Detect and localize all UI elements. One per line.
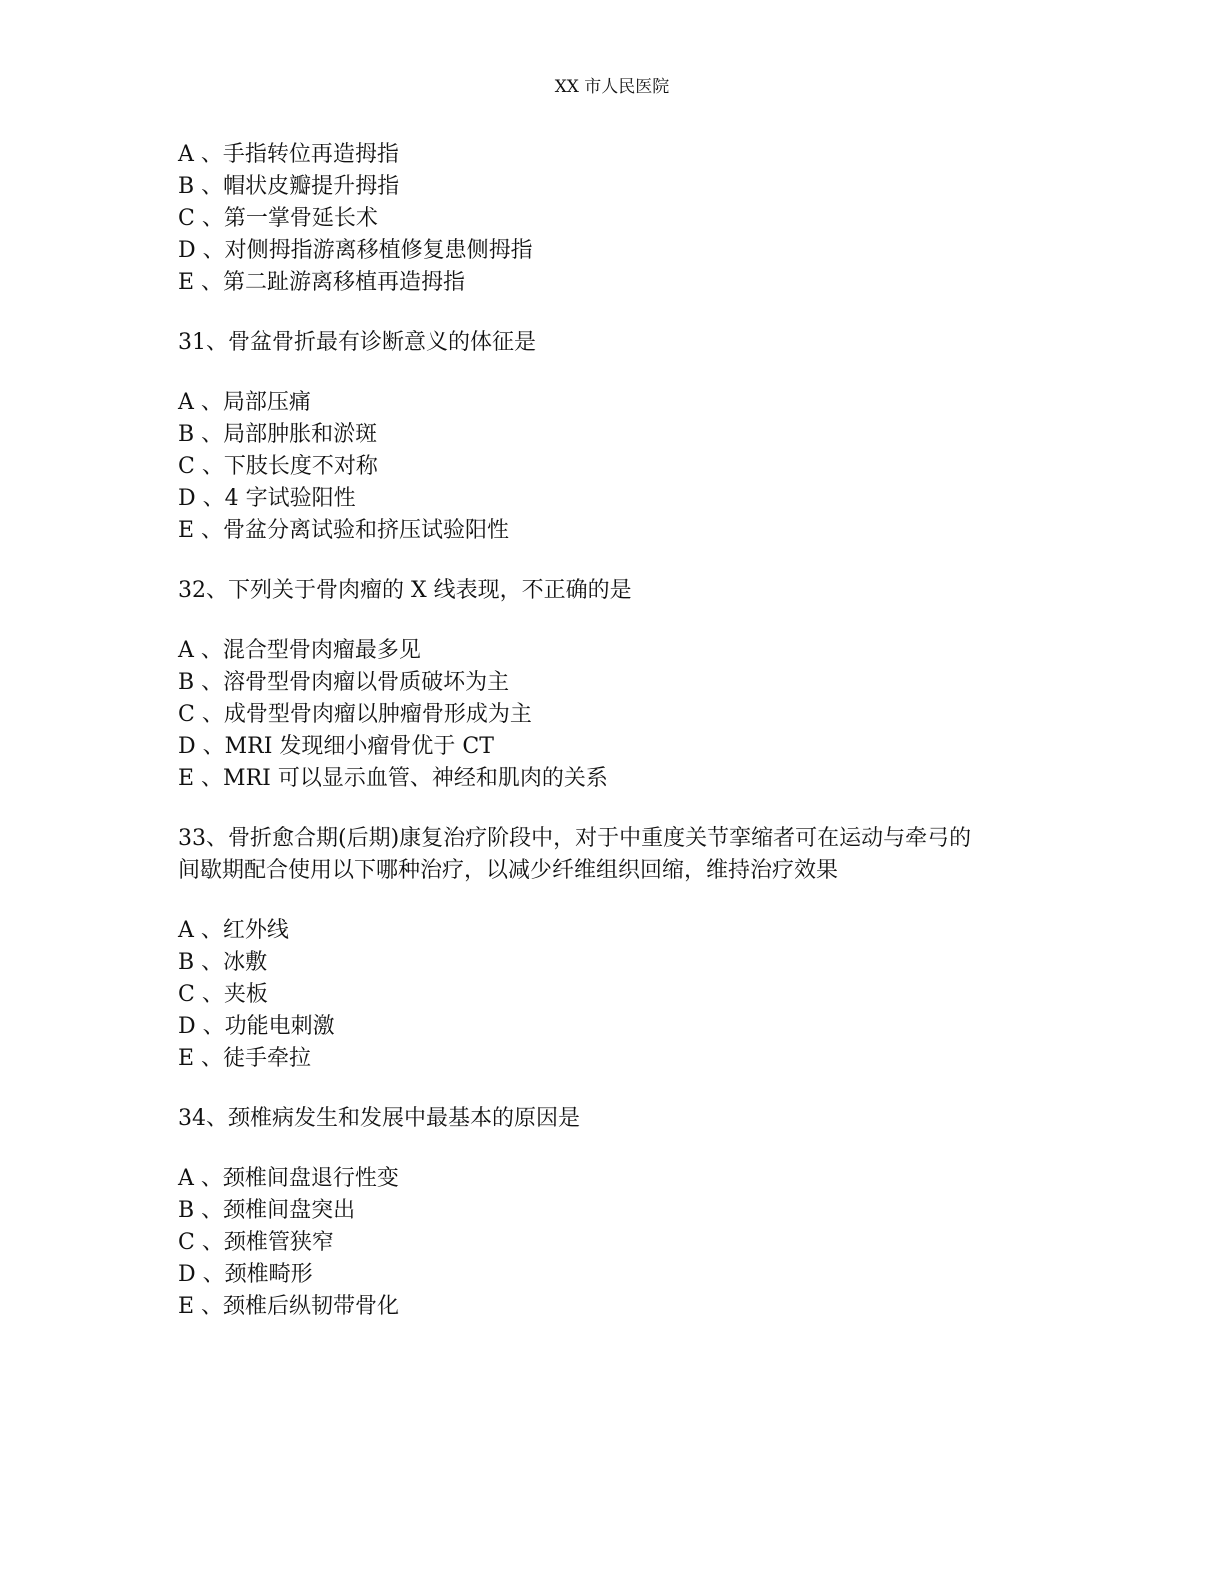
option-e: E 、MRI 可以显示血管、神经和肌肉的关系 xyxy=(178,766,608,791)
option-d: D 、MRI 发现细小瘤骨优于 CT xyxy=(178,734,494,759)
option-a: A 、局部压痛 xyxy=(178,390,311,415)
option-b: B 、冰敷 xyxy=(178,950,268,975)
option-d: D 、功能电刺激 xyxy=(178,1014,335,1039)
question-30-options xyxy=(178,139,1058,299)
question-stem xyxy=(178,823,1058,887)
option-a: A 、红外线 xyxy=(178,918,289,943)
option-a: A 、颈椎间盘退行性变 xyxy=(178,1166,399,1191)
option-b: B 、溶骨型骨肉瘤以骨质破坏为主 xyxy=(178,670,510,695)
question-34 xyxy=(178,1103,1058,1323)
option-e: E 、颈椎后纵韧带骨化 xyxy=(178,1294,400,1319)
option-c: C 、下肢长度不对称 xyxy=(178,454,378,479)
option-d: D 、4 字试验阳性 xyxy=(178,486,356,511)
option-c: C 、颈椎管狭窄 xyxy=(178,1230,334,1255)
option-c: C 、成骨型骨肉瘤以肿瘤骨形成为主 xyxy=(178,702,532,727)
question-33 xyxy=(178,823,1058,1075)
option-b: B 、帽状皮瓣提升拇指 xyxy=(178,174,400,199)
question-32 xyxy=(178,575,1058,795)
option-e: E 、徒手牵拉 xyxy=(178,1046,312,1071)
option-c: C 、第一掌骨延长术 xyxy=(178,206,378,231)
question-stem: 32、下列关于骨肉瘤的 X 线表现，不正确的是 xyxy=(178,578,632,603)
question-stem-line-2: 间歇期配合使用以下哪种治疗，以减少纤维组织回缩，维持治疗效果 xyxy=(178,858,839,883)
option-b: B 、颈椎间盘突出 xyxy=(178,1198,356,1223)
question-stem: 31、骨盆骨折最有诊断意义的体征是 xyxy=(178,330,536,355)
option-c: C 、夹板 xyxy=(178,982,268,1007)
option-a: A 、混合型骨肉瘤最多见 xyxy=(178,638,421,663)
option-b: B 、局部肿胀和淤斑 xyxy=(178,422,378,447)
question-content xyxy=(178,139,1058,1323)
option-e: E 、骨盆分离试验和挤压试验阳性 xyxy=(178,518,510,543)
option-e: E 、第二趾游离移植再造拇指 xyxy=(178,270,466,295)
page-header: XX 市人民医院 xyxy=(554,77,670,97)
option-d: D 、颈椎畸形 xyxy=(178,1262,313,1287)
question-stem: 34、颈椎病发生和发展中最基本的原因是 xyxy=(178,1106,580,1131)
question-stem-line-1: 33、骨折愈合期(后期)康复治疗阶段中，对于中重度关节挛缩者可在运动与牵弓的 xyxy=(178,826,972,851)
question-31 xyxy=(178,327,1058,547)
option-d: D 、对侧拇指游离移植修复患侧拇指 xyxy=(178,238,533,263)
option-a: A 、手指转位再造拇指 xyxy=(178,142,399,167)
